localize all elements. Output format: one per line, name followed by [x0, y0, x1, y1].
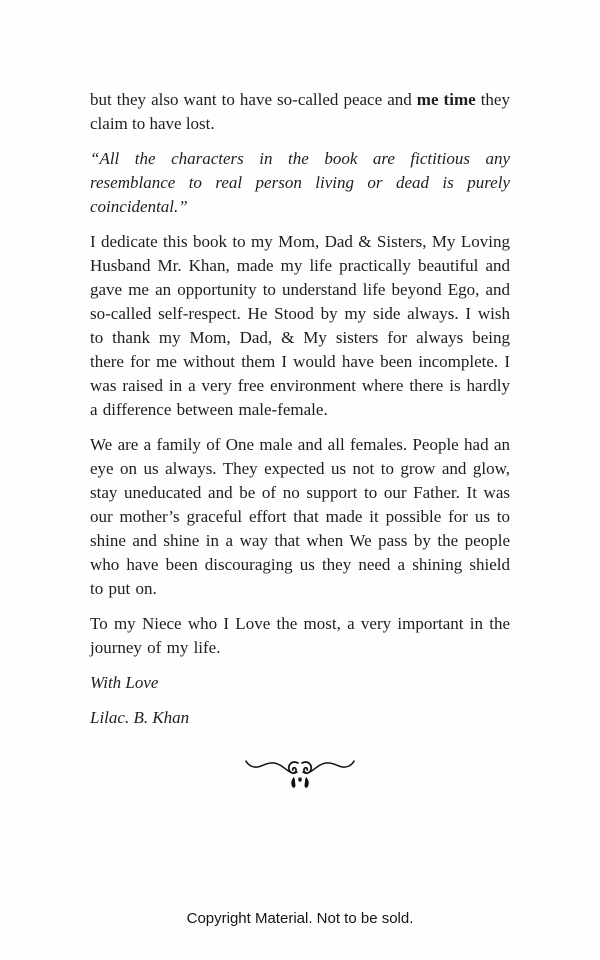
- disclaimer-quote: “All the characters in the book are fictitious any resemblance to real person living or dead is purely coincidental.”: [90, 149, 510, 216]
- signoff-text: With Love: [90, 673, 159, 692]
- copyright-notice: Copyright Material. Not to be sold.: [186, 910, 414, 927]
- dedication-paragraph-3: To my Niece who I Love the most, a very important in the journey of my life.: [90, 614, 510, 657]
- ornament-container: [90, 751, 510, 800]
- paragraph-peace: [90, 88, 510, 136]
- flourish-divider-icon: [244, 751, 356, 793]
- dedication-paragraph-1: I dedicate this book to my Mom, Dad & Sisters, My Loving Husband Mr. Khan, made my life practically beautiful and gave me an opportunity to understand life beyond Ego, and so-called self-respect. He Stood by my side always. I wish to thank my Mom, Dad, & My sisters for always being there for me without them I would have been incomplete. I was raised in a very free environment where there is hardly a difference between male-female.: [90, 232, 510, 419]
- dedication-paragraph-2: We are a family of One male and all females. People had an eye on us always. They expected us not to grow and glow, stay uneducated and be of no support to our Father. It was our mother’s graceful effort that made it possible for us to shine and shine in a way that when We pass by the people who have been discouraging us they need a shining shield to put on.: [90, 435, 510, 598]
- paragraph-peace-text-start: but they also want to have so-called peace and: [90, 90, 417, 109]
- paragraph-peace-text-end: they claim to have lost.: [90, 90, 510, 133]
- author-name: Lilac. B. Khan: [90, 708, 190, 727]
- page-text-block: [90, 88, 510, 800]
- paragraph-peace-bold-phrase: me time: [416, 90, 476, 109]
